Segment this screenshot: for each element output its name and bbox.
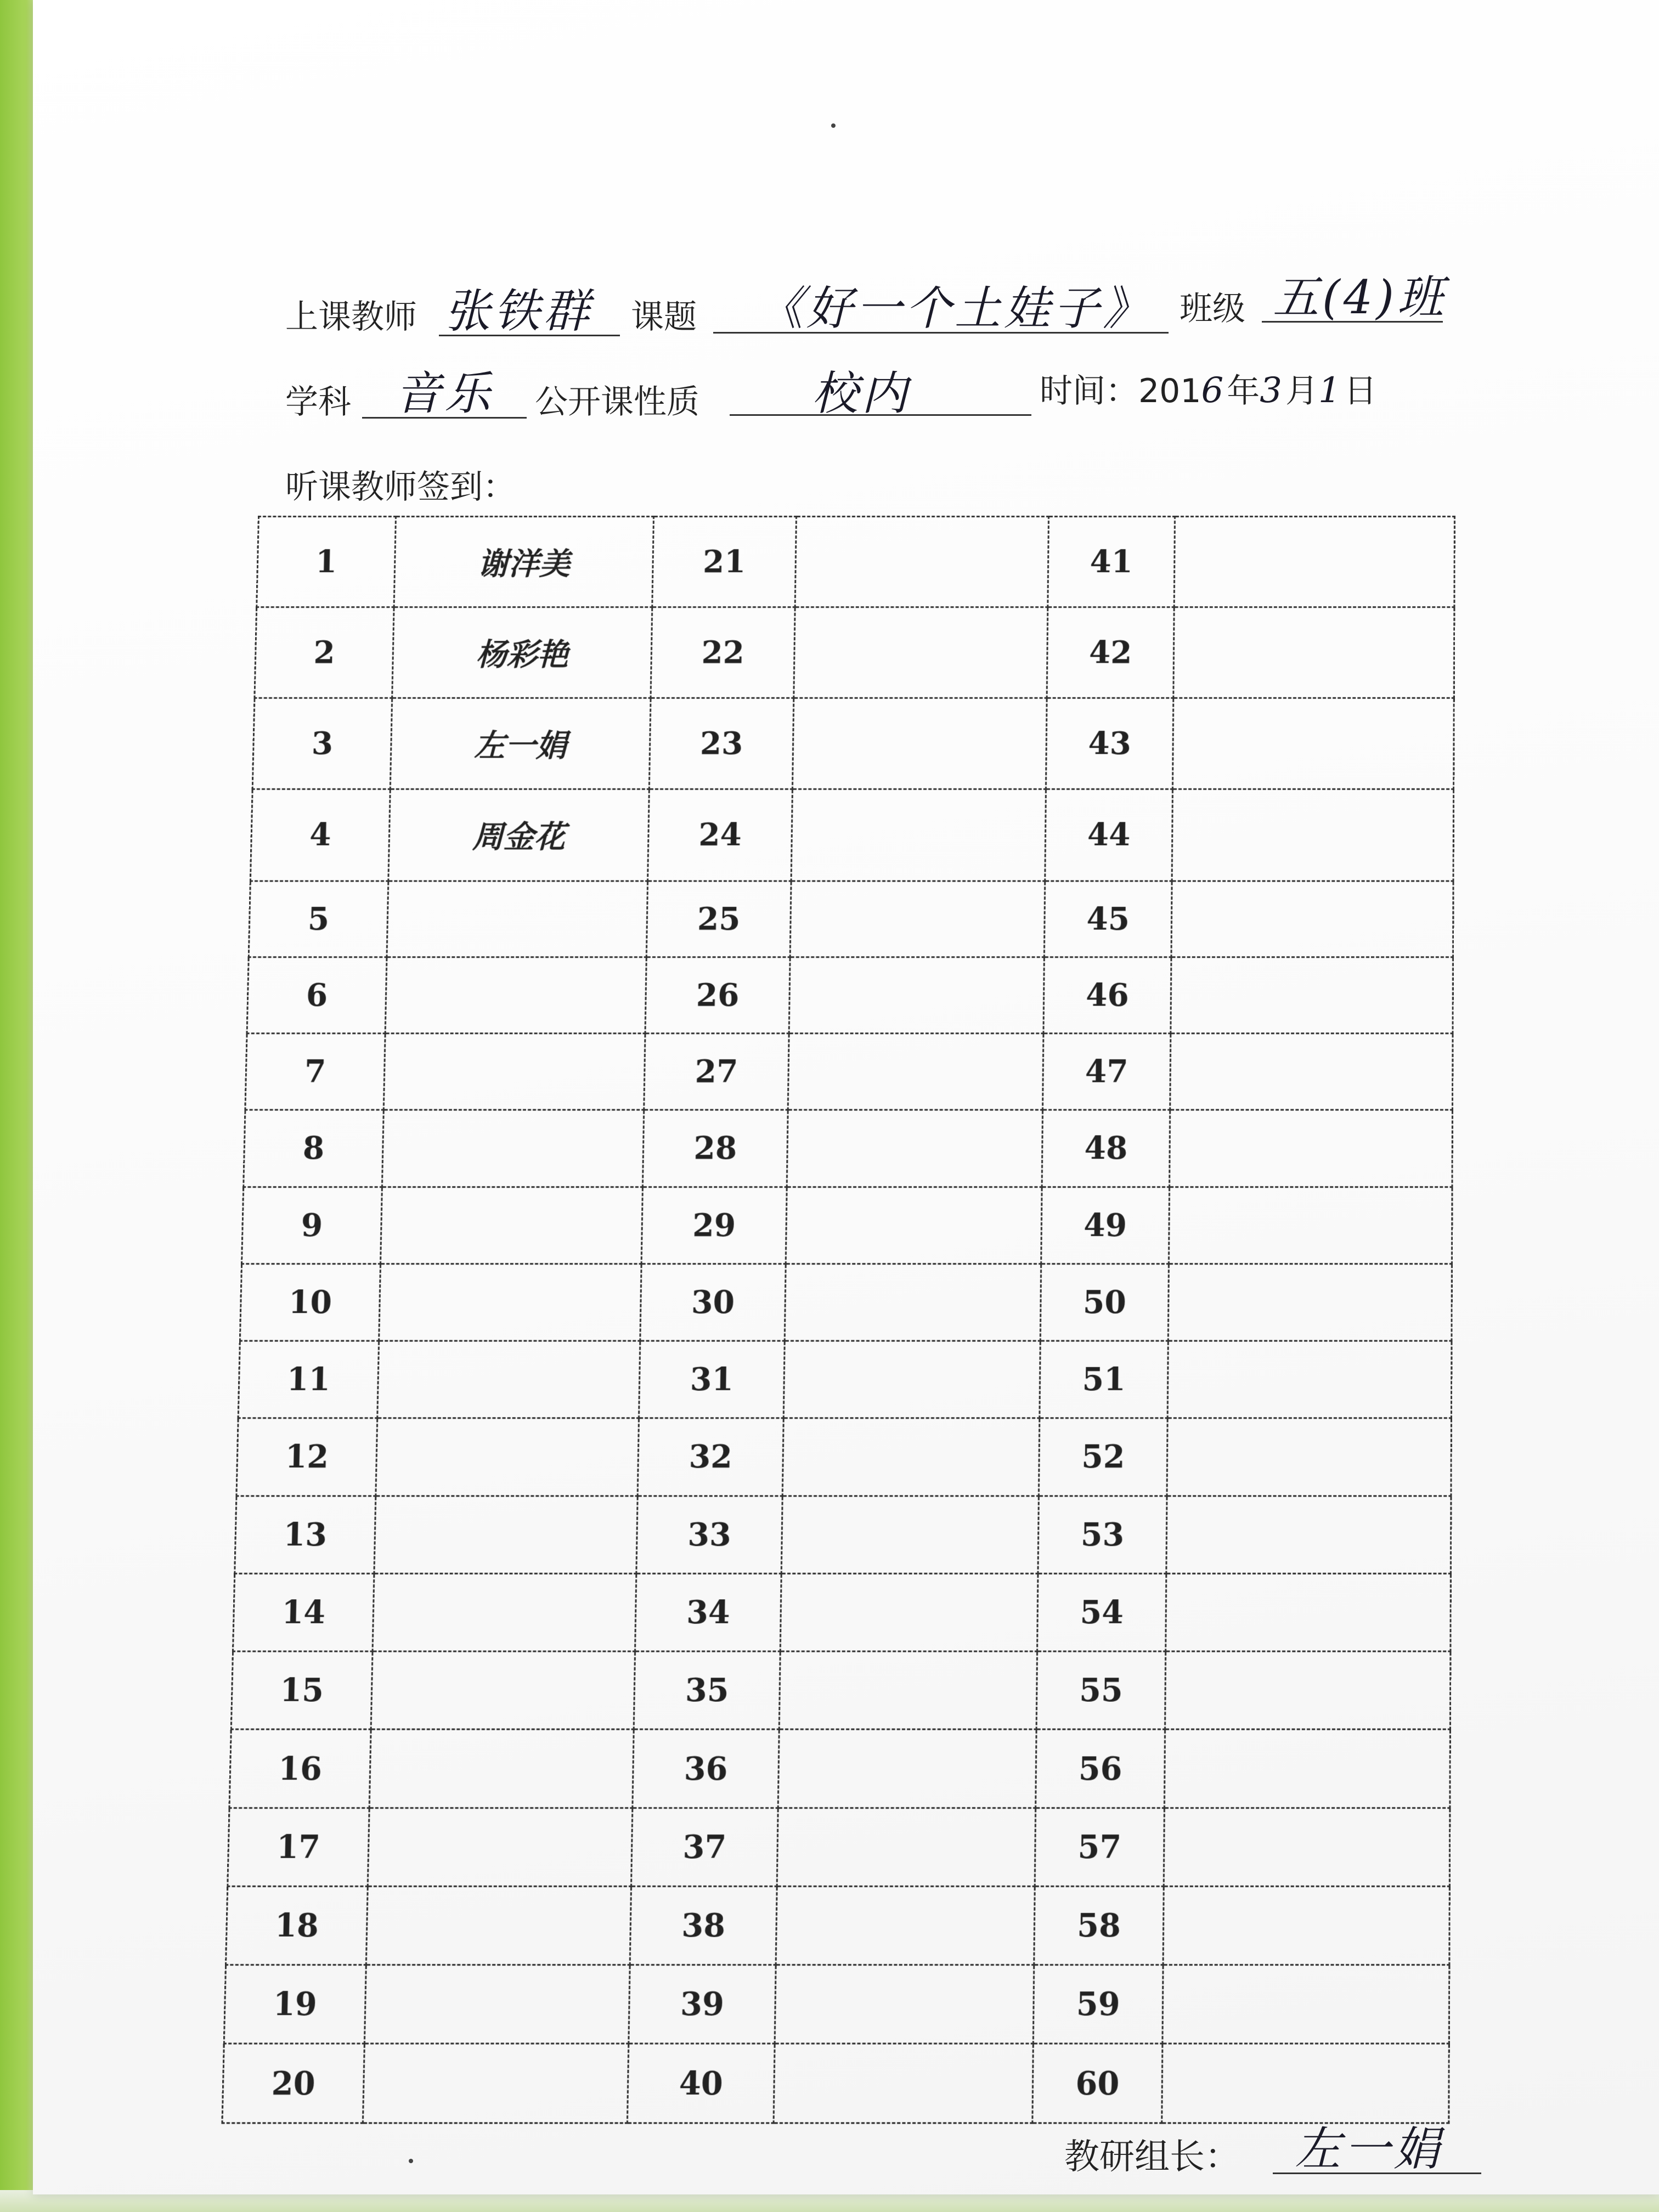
signature-cell bbox=[1167, 1341, 1452, 1418]
row-number: 58 bbox=[1034, 1886, 1164, 1965]
row-number: 18 bbox=[226, 1886, 368, 1965]
signature-cell bbox=[1170, 1034, 1453, 1110]
table-row bbox=[238, 1341, 1452, 1418]
signin-table-body bbox=[222, 516, 1454, 2123]
signature-cell bbox=[775, 1965, 1034, 2044]
signature-cell bbox=[795, 516, 1048, 607]
subject-label: 学科 bbox=[285, 383, 351, 421]
signature-cell bbox=[377, 1341, 640, 1418]
signature-cell bbox=[376, 1418, 639, 1496]
signature-cell: 周金花 bbox=[388, 789, 649, 881]
row-number: 36 bbox=[633, 1730, 779, 1808]
row-number: 55 bbox=[1036, 1651, 1166, 1729]
row-number: 46 bbox=[1043, 957, 1171, 1033]
table-row bbox=[242, 1187, 1452, 1263]
signature-cell bbox=[779, 1651, 1037, 1729]
signature-cell bbox=[363, 2044, 628, 2123]
row-number: 40 bbox=[627, 2044, 775, 2123]
signature-cell bbox=[371, 1651, 635, 1729]
teacher-signature: 张铁群 bbox=[444, 284, 593, 338]
paper-speck bbox=[409, 2159, 413, 2163]
signature-cell bbox=[782, 1418, 1040, 1496]
signature-cell bbox=[774, 2044, 1033, 2123]
signature-cell bbox=[791, 789, 1046, 881]
row-number: 27 bbox=[644, 1034, 789, 1110]
signature-cell bbox=[383, 1034, 645, 1110]
signature-cell bbox=[789, 957, 1044, 1033]
row-number: 28 bbox=[642, 1110, 788, 1187]
table-row bbox=[233, 1573, 1451, 1651]
table-row bbox=[224, 1965, 1449, 2044]
time-day-suffix: 日 bbox=[1344, 372, 1377, 410]
paper-speck bbox=[831, 123, 836, 128]
row-number: 31 bbox=[639, 1341, 785, 1418]
signature-cell: 杨彩艳 bbox=[392, 607, 652, 698]
row-number: 38 bbox=[630, 1886, 777, 1965]
row-number: 11 bbox=[238, 1341, 379, 1418]
row-number: 54 bbox=[1037, 1573, 1166, 1651]
table-row bbox=[226, 1886, 1450, 1965]
row-number: 16 bbox=[229, 1730, 371, 1808]
row-number: 41 bbox=[1048, 516, 1175, 607]
row-number: 20 bbox=[222, 2044, 364, 2123]
signature-cell bbox=[1171, 881, 1453, 957]
table-row bbox=[240, 1264, 1452, 1341]
signature-cell bbox=[1168, 1264, 1452, 1341]
signature-cell bbox=[387, 881, 648, 957]
topic-label: 课题 bbox=[631, 298, 697, 336]
signature-cell bbox=[777, 1808, 1035, 1886]
row-number: 21 bbox=[652, 516, 797, 607]
signature-cell bbox=[776, 1886, 1035, 1965]
subject-value: 音乐 bbox=[395, 366, 494, 420]
signature-cell bbox=[1171, 957, 1453, 1033]
row-number: 3 bbox=[252, 698, 392, 789]
leader-label: 教研组长： bbox=[1064, 2137, 1240, 2177]
time-month: 3 bbox=[1260, 370, 1285, 411]
signature-cell bbox=[780, 1573, 1038, 1651]
row-number: 49 bbox=[1041, 1187, 1170, 1263]
signature-cell bbox=[368, 1808, 633, 1886]
signature-cell bbox=[1167, 1418, 1451, 1496]
nature-value: 校内 bbox=[812, 366, 911, 420]
signature-cell bbox=[385, 957, 646, 1033]
table-row bbox=[231, 1651, 1451, 1729]
signature-cell bbox=[1172, 698, 1454, 789]
signature-cell: 左一娟 bbox=[390, 698, 651, 789]
row-number: 26 bbox=[645, 957, 790, 1033]
table-row bbox=[252, 698, 1454, 789]
time-month-suffix: 月 bbox=[1285, 372, 1318, 410]
row-number: 5 bbox=[249, 881, 388, 957]
row-number: 33 bbox=[636, 1496, 782, 1573]
table-row bbox=[236, 1418, 1452, 1496]
signature-cell bbox=[1172, 789, 1454, 881]
signature-cell bbox=[788, 1034, 1043, 1110]
class-underline bbox=[1262, 321, 1443, 323]
signature-cell bbox=[786, 1187, 1042, 1263]
row-number: 47 bbox=[1043, 1034, 1171, 1110]
row-number: 57 bbox=[1035, 1808, 1164, 1886]
table-row bbox=[235, 1496, 1451, 1573]
row-number: 43 bbox=[1046, 698, 1173, 789]
row-number: 29 bbox=[641, 1187, 787, 1263]
table-row bbox=[245, 1034, 1453, 1110]
row-number: 45 bbox=[1044, 881, 1172, 957]
table-row bbox=[255, 607, 1454, 698]
signature-cell bbox=[382, 1110, 644, 1187]
row-number: 23 bbox=[649, 698, 793, 789]
class-label: 班级 bbox=[1180, 290, 1245, 328]
row-number: 10 bbox=[240, 1264, 380, 1341]
signature-cell: 谢洋美 bbox=[394, 516, 653, 607]
signature-cell bbox=[1162, 2044, 1449, 2123]
signature-cell bbox=[1164, 1730, 1450, 1808]
row-number: 37 bbox=[631, 1808, 778, 1886]
signature-cell bbox=[1173, 607, 1454, 698]
row-number: 59 bbox=[1033, 1965, 1163, 2044]
signature-cell bbox=[369, 1730, 634, 1808]
signature-cell bbox=[792, 698, 1047, 789]
time-prefix: 时间：201 bbox=[1040, 372, 1201, 410]
signin-table bbox=[221, 516, 1455, 2124]
row-number: 51 bbox=[1040, 1341, 1168, 1418]
signature-cell bbox=[1166, 1573, 1451, 1651]
row-number: 60 bbox=[1032, 2044, 1163, 2123]
signature-cell bbox=[778, 1730, 1036, 1808]
table-row bbox=[247, 957, 1453, 1033]
teacher-underline bbox=[439, 335, 620, 336]
class-value: 五(4)班 bbox=[1273, 270, 1447, 324]
table-row bbox=[222, 2044, 1449, 2123]
signature-cell bbox=[379, 1264, 641, 1341]
row-number: 34 bbox=[635, 1573, 782, 1651]
row-number: 1 bbox=[257, 516, 396, 607]
subject-underline bbox=[362, 417, 527, 419]
time-day: 1 bbox=[1318, 370, 1344, 411]
row-number: 7 bbox=[245, 1034, 385, 1110]
row-number: 2 bbox=[255, 607, 394, 698]
signature-cell bbox=[794, 607, 1048, 698]
signature-cell bbox=[783, 1341, 1040, 1418]
table-row bbox=[249, 881, 1453, 957]
row-number: 32 bbox=[637, 1418, 783, 1496]
time-label bbox=[1040, 365, 1377, 412]
row-number: 24 bbox=[648, 789, 793, 881]
signature-cell bbox=[1166, 1496, 1451, 1573]
signature-cell bbox=[381, 1187, 643, 1263]
row-number: 48 bbox=[1042, 1110, 1170, 1187]
table-row bbox=[229, 1730, 1450, 1808]
signature-cell bbox=[1174, 516, 1454, 607]
row-number: 14 bbox=[233, 1573, 374, 1651]
row-number: 39 bbox=[629, 1965, 776, 2044]
signature-cell bbox=[787, 1110, 1042, 1187]
table-row bbox=[257, 516, 1455, 607]
row-number: 50 bbox=[1040, 1264, 1169, 1341]
row-number: 25 bbox=[646, 881, 791, 957]
table-row bbox=[250, 789, 1453, 881]
signature-cell bbox=[1163, 1965, 1449, 2044]
time-year-digit: 6 bbox=[1201, 370, 1227, 411]
signature-cell bbox=[1164, 1808, 1450, 1886]
topic-underline bbox=[713, 332, 1169, 334]
row-number: 35 bbox=[634, 1651, 780, 1729]
row-number: 19 bbox=[224, 1965, 366, 2044]
signin-label: 听课教师签到： bbox=[285, 468, 516, 506]
leader-signature: 左一娟 bbox=[1295, 2122, 1443, 2176]
row-number: 13 bbox=[235, 1496, 376, 1573]
row-number: 30 bbox=[640, 1264, 786, 1341]
signature-cell bbox=[781, 1496, 1039, 1573]
row-number: 12 bbox=[236, 1418, 377, 1496]
nature-underline bbox=[730, 414, 1031, 416]
row-number: 22 bbox=[651, 607, 795, 698]
row-number: 6 bbox=[247, 957, 387, 1033]
time-year-suffix: 年 bbox=[1227, 372, 1260, 410]
row-number: 15 bbox=[231, 1651, 373, 1729]
signature-cell bbox=[364, 1965, 630, 2044]
signature-cell bbox=[790, 881, 1045, 957]
row-number: 56 bbox=[1036, 1730, 1165, 1808]
table-row bbox=[228, 1808, 1450, 1886]
teacher-label: 上课教师 bbox=[285, 298, 417, 336]
row-number: 9 bbox=[242, 1187, 382, 1263]
signature-cell bbox=[366, 1886, 631, 1965]
row-number: 42 bbox=[1047, 607, 1174, 698]
leader-underline bbox=[1273, 2172, 1481, 2174]
row-number: 17 bbox=[228, 1808, 369, 1886]
row-number: 44 bbox=[1045, 789, 1173, 881]
signature-cell bbox=[785, 1264, 1041, 1341]
row-number: 8 bbox=[244, 1110, 384, 1187]
signature-cell bbox=[1170, 1110, 1453, 1187]
table-row bbox=[244, 1110, 1453, 1187]
row-number: 52 bbox=[1039, 1418, 1167, 1496]
row-number: 53 bbox=[1038, 1496, 1167, 1573]
nature-label: 公开课性质 bbox=[535, 383, 699, 421]
row-number: 4 bbox=[250, 789, 390, 881]
signature-cell bbox=[374, 1496, 637, 1573]
show-through-bleed bbox=[823, 428, 831, 456]
signature-cell bbox=[1165, 1651, 1451, 1729]
topic-value: 《好一个土娃子》 bbox=[757, 281, 1153, 335]
signature-cell bbox=[1169, 1187, 1452, 1263]
signature-cell bbox=[373, 1573, 636, 1651]
signature-cell bbox=[1163, 1886, 1449, 1965]
